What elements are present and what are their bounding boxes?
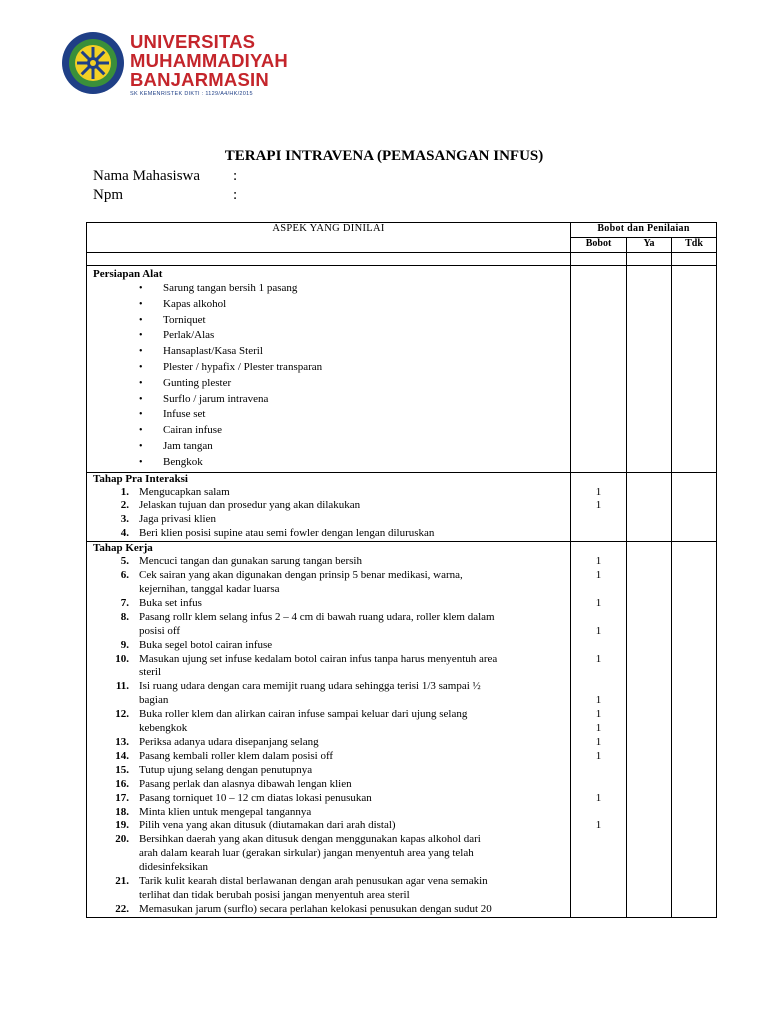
logo-line-3: BANJARMASIN	[130, 69, 269, 90]
step-text: Mencuci tangan dan gunakan sarung tangan bersih	[139, 555, 362, 568]
bobot-header: Bobot	[571, 238, 627, 253]
step-number: 6.	[120, 569, 129, 582]
step-item	[87, 750, 570, 764]
section-title: Persiapan Alat	[93, 268, 163, 280]
logo-line-1: UNIVERSITAS	[130, 31, 256, 52]
tool-item: • Infuse set	[87, 407, 570, 423]
tool-item: • Hansaplast/Kasa Steril	[87, 344, 570, 360]
bobot-blank	[571, 611, 626, 625]
tool-item: • Kapas alkohol	[87, 297, 570, 313]
step-number: 18.	[115, 805, 129, 818]
step-text: Pasang torniquet 10 – 12 cm diatas lokasi penusukan	[139, 791, 372, 804]
step-text: steril	[139, 666, 161, 679]
step-text: Jaga privasi klien	[139, 513, 216, 526]
step-text: Mengucapkan salam	[139, 485, 230, 498]
student-name-field	[93, 168, 238, 185]
step-item	[87, 513, 570, 527]
step-number: 22.	[115, 902, 129, 915]
step-text: Minta klien untuk mengepal tangannya	[139, 805, 312, 818]
tool-item: • Gunting plester	[87, 376, 570, 392]
step-text: Pasang perlak dan alasnya dibawah lengan klien	[139, 777, 352, 790]
bobot-blank	[571, 680, 626, 694]
step-number: 19.	[115, 819, 129, 832]
step-number: 1.	[120, 485, 129, 498]
tool-item: • Cairan infuse	[87, 423, 570, 439]
step-item	[87, 653, 570, 681]
step-number: 20.	[115, 833, 129, 846]
section-persiapan-alat	[87, 266, 717, 473]
step-item	[87, 708, 570, 736]
bobot-value: 1	[595, 749, 602, 762]
step-text: arah dalam kearah luar (gerakan sirkular) jangan menyentuh area yang telah	[139, 847, 474, 860]
bobot-value: 1	[595, 569, 602, 582]
step-text: Beri klien posisi supine atau semi fowler dengan lengan diluruskan	[139, 527, 435, 540]
bobot-value: 1	[595, 694, 602, 707]
step-number: 12.	[115, 708, 129, 721]
step-text: Pasang rollr klem selang infus 2 – 4 cm di bawah ruang udara, roller klem dalam	[139, 610, 495, 623]
step-item	[87, 639, 570, 653]
step-number: 3.	[120, 513, 129, 526]
bobot-value: 1	[595, 499, 602, 512]
step-number: 2.	[120, 499, 129, 512]
step-number: 15.	[115, 763, 129, 776]
bobot-blank	[571, 666, 626, 680]
step-number: 21.	[115, 875, 129, 888]
step-text: Tarik kulit kearah distal berlawanan dengan arah penusukan agar vena semakin	[139, 875, 488, 888]
bobot-column	[571, 542, 627, 918]
spacer-row	[87, 253, 717, 266]
step-text: Periksa adanya udara disepanjang selang	[139, 735, 319, 748]
logo-line-2: MUHAMMADIYAH	[130, 50, 288, 71]
step-item	[87, 555, 570, 569]
step-item	[87, 764, 570, 778]
university-logo	[60, 30, 310, 98]
step-item	[87, 903, 570, 917]
tool-item: • Bengkok	[87, 455, 570, 471]
step-item	[87, 680, 570, 708]
step-text: Buka roller klem dan alirkan cairan infuse sampai keluar dari ujung selang	[139, 708, 468, 721]
step-number: 8.	[120, 610, 129, 623]
step-number: 11.	[115, 680, 129, 693]
step-number: 9.	[120, 638, 129, 651]
bobot-blank	[571, 778, 626, 792]
ya-header: Ya	[627, 238, 672, 253]
bobot-value: 1	[595, 791, 602, 804]
bobot-value: 1	[595, 596, 602, 609]
logo-decree: SK KEMENRISTEK DIKTI : 1129/A4/HK/2015	[130, 91, 253, 97]
tool-list	[87, 281, 570, 471]
step-text: Pasang kembali roller klem dalam posisi off	[139, 749, 334, 762]
bobot-value: 1	[595, 708, 602, 721]
step-text: Buka set infus	[139, 596, 202, 609]
step-item	[87, 806, 570, 820]
step-item	[87, 499, 570, 513]
step-item	[87, 833, 570, 875]
step-item	[87, 597, 570, 611]
bobot-spacer	[571, 542, 626, 555]
step-number: 7.	[120, 596, 129, 609]
bobot-blank	[571, 806, 626, 820]
bobot-blank	[571, 764, 626, 778]
tool-item: • Surflo / jarum intravena	[87, 392, 570, 408]
aspect-header: ASPEK YANG DINILAI	[87, 223, 571, 253]
bobot-value: 1	[595, 624, 602, 637]
bobot-value: 1	[595, 722, 602, 735]
tdk-header: Tdk	[672, 238, 717, 253]
step-item	[87, 736, 570, 750]
step-number: 10.	[115, 652, 129, 665]
step-item	[87, 486, 570, 500]
step-text: Buka segel botol cairan infuse	[139, 638, 273, 651]
document-title: TERAPI INTRAVENA (PEMASANGAN INFUS)	[224, 148, 544, 164]
section-pra-interaksi	[87, 472, 717, 542]
step-list	[87, 486, 570, 542]
bobot-blank	[571, 583, 626, 597]
step-item	[87, 611, 570, 639]
step-item	[87, 792, 570, 806]
bobot-column	[571, 472, 627, 542]
step-text: bagian	[139, 694, 169, 707]
bobot-value: 1	[595, 819, 602, 832]
step-text: kejernihan, tanggal kadar luarsa	[139, 583, 280, 595]
tool-item: • Perlak/Alas	[87, 328, 570, 344]
step-item	[87, 875, 570, 903]
step-number: 17.	[115, 791, 129, 804]
npm-field	[93, 187, 238, 204]
tool-item: • Torniquet	[87, 313, 570, 329]
step-number: 14.	[115, 749, 129, 762]
step-number: 4.	[120, 527, 129, 540]
step-list	[87, 555, 570, 917]
tool-item: • Plester / hypafix / Plester transparan	[87, 360, 570, 376]
step-text: Memasukan jarum (surflo) secara perlahan kelokasi penusukan dengan sudut 20	[139, 902, 492, 915]
step-text: Bersihkan daerah yang akan ditusuk dengan menggunakan kapas alkohol dari	[139, 833, 481, 846]
step-text: Masukan ujung set infuse kedalam botol cairan infus tanpa harus menyentuh area	[139, 652, 498, 665]
step-text: Jelaskan tujuan dan prosedur yang akan dilakukan	[139, 499, 361, 512]
step-item	[87, 569, 570, 597]
step-text: Tutup ujung selang dengan penutupnya	[139, 763, 313, 776]
bobot-value: 1	[595, 555, 602, 568]
step-item	[87, 778, 570, 792]
student-name-colon: :	[233, 168, 238, 184]
student-name-label: Nama Mahasiswa	[93, 168, 201, 184]
section-tahap-kerja	[87, 542, 717, 918]
section-title: Tahap Pra Interaksi	[93, 472, 188, 485]
bobot-blank	[571, 639, 626, 653]
step-item	[87, 819, 570, 833]
step-text: Isi ruang udara dengan cara memijit ruang udara sehingga terisi 1/3 sampai ½	[139, 680, 481, 693]
step-number: 13.	[115, 735, 129, 748]
npm-label: Npm	[93, 187, 123, 203]
assessment-table	[86, 222, 717, 918]
step-text: kebengkok	[139, 722, 188, 735]
step-text: didesinfeksikan	[139, 861, 209, 874]
step-text: posisi off	[139, 624, 181, 637]
step-text: Cek sairan yang akan digunakan dengan prinsip 5 benar medikasi, warna,	[139, 569, 463, 582]
university-seal-icon	[60, 30, 126, 96]
score-group-header: Bobot dan Penilaian	[571, 223, 717, 238]
step-item	[87, 527, 570, 541]
section-title: Tahap Kerja	[93, 542, 153, 555]
tool-item: • Jam tangan	[87, 439, 570, 455]
bobot-value: 1	[595, 735, 602, 748]
bobot-value: 1	[595, 485, 602, 498]
step-number: 16.	[115, 777, 129, 790]
step-number: 5.	[120, 555, 129, 568]
step-text: terlihat dan tidak berubah posisi jangan menyentuh area steril	[139, 888, 410, 901]
npm-colon: :	[233, 187, 238, 203]
bobot-spacer	[571, 473, 626, 486]
tool-item: • Sarung tangan bersih 1 pasang	[87, 281, 570, 297]
step-text: Pilih vena yang akan ditusuk (diutamakan dari arah distal)	[139, 819, 396, 832]
bobot-value: 1	[595, 652, 602, 665]
